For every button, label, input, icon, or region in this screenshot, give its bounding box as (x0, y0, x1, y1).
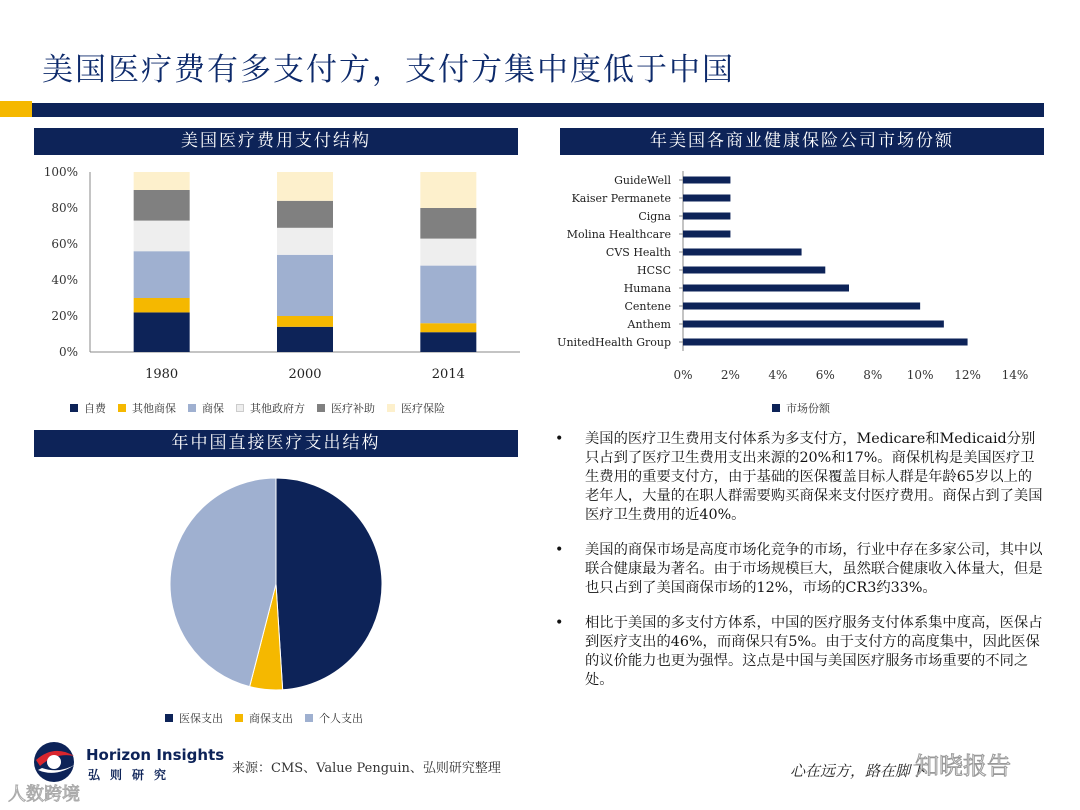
legend-item (387, 400, 445, 416)
legend-label: 个人支出 (319, 712, 363, 725)
commentary-bullet (555, 541, 1045, 598)
x-tick-label: 8% (863, 368, 883, 382)
category-label: Centene (624, 300, 671, 313)
legend-label: 医保支出 (179, 712, 223, 725)
bar-segment-医疗保险 (277, 172, 333, 201)
us-structure-chart (20, 160, 530, 390)
page-title: 美国医疗费有多支付方，支付方集中度低于中国 (42, 52, 735, 88)
x-tick-label: 6% (815, 368, 835, 382)
legend-swatch (236, 404, 244, 412)
y-tick-label: 40% (51, 273, 78, 287)
category-label: UnitedHealth Group (557, 336, 671, 349)
category-label: Molina Healthcare (566, 228, 671, 241)
category-label: GuideWell (614, 174, 671, 187)
legend-item (70, 400, 106, 416)
legend-swatch (772, 404, 780, 412)
legend-swatch (188, 404, 196, 412)
legend-item (235, 710, 293, 726)
bar-anthem (683, 321, 944, 328)
bar-segment-其他政府方 (134, 221, 190, 252)
bar-segment-商保 (134, 251, 190, 298)
bar-segment-其他商保 (277, 316, 333, 327)
category-label: Kaiser Permanete (571, 192, 671, 205)
bullet-text: 美国的商保市场是高度市场化竞争的市场，行业中存在多家公司，其中以联合健康最为著名。由于市场规模巨大，虽然联合健康收入体量大，但是也只占到了美国商保市场的12%，市场的CR3约33%。 (585, 542, 1043, 596)
legend-label: 商保 (202, 402, 224, 415)
legend-swatch (387, 404, 395, 412)
logo-text: Horizon Insights (86, 746, 225, 764)
legend-swatch (317, 404, 325, 412)
commentary-bullet (555, 614, 1045, 690)
insurer-share-header: 年美国各商业健康保险公司市场份额 (560, 128, 1044, 155)
x-tick-label: 2% (720, 368, 740, 382)
bar-cvs-health (683, 249, 802, 256)
y-tick-label: 100% (43, 165, 78, 179)
legend-item (118, 400, 176, 416)
legend-swatch (118, 404, 126, 412)
x-tick-label: 10% (906, 368, 934, 382)
x-tick-label: 2014 (431, 367, 465, 382)
bullet-text: 相比于美国的多支付方体系，中国的医疗服务支付体系集中度高，医保占到医疗支出的46%，而商保只有5%。由于支付方的高度集中，因此医保的议价能力也更为强悍。这点是中国与美国医疗服务市场重要的不同之处。 (585, 615, 1043, 688)
commentary (555, 430, 1045, 706)
category-label: HCSC (637, 264, 671, 277)
bullet-text: 美国的医疗卫生费用支付体系为多支付方，Medicare和Medicaid分别只占到了医疗卫生费用支出来源的20%和17%。商保机构是美国医疗卫生费用的重要支付方，由于基础的医保覆盖目标人群是年龄65岁以上的老年人，大量的在职人群需要购买商保来支付医疗费用。商保占到了美国医疗卫生费用的近40%。 (585, 431, 1043, 523)
legend-label: 医疗补助 (331, 402, 375, 415)
legend-label: 市场份额 (786, 402, 830, 415)
legend-item (317, 400, 375, 416)
china-structure-legend (165, 710, 375, 726)
bar-segment-其他商保 (420, 323, 476, 332)
title-divider-navy (32, 103, 1044, 117)
category-label: Humana (623, 282, 671, 295)
bar-kaiser-permanete (683, 195, 730, 202)
bar-hcsc (683, 267, 825, 274)
legend-label: 医疗保险 (401, 402, 445, 415)
bar-segment-医疗补助 (134, 190, 190, 221)
bar-segment-自费 (420, 332, 476, 352)
bar-segment-商保 (277, 255, 333, 316)
bar-segment-其他政府方 (277, 228, 333, 255)
bar-humana (683, 285, 849, 292)
pie-slice-医保支出 (276, 478, 382, 690)
x-tick-label: 4% (768, 368, 788, 382)
legend-swatch (235, 714, 243, 722)
title-divider (0, 101, 1080, 117)
china-structure-chart (160, 468, 392, 700)
bar-segment-自费 (277, 327, 333, 352)
legend-swatch (70, 404, 78, 412)
us-structure-header: 美国医疗费用支付结构 (34, 128, 518, 155)
bullet-marker: • (555, 615, 564, 631)
bar-cigna (683, 213, 730, 220)
category-label: Cigna (638, 210, 671, 223)
source-note: 来源：CMS、Value Penguin、弘则研究整理 (232, 761, 501, 776)
commentary-bullet (555, 430, 1045, 525)
bar-segment-医疗保险 (420, 172, 476, 208)
bar-segment-自费 (134, 312, 190, 352)
bar-segment-医疗补助 (277, 201, 333, 228)
legend-swatch (305, 714, 313, 722)
bullet-marker: • (555, 431, 564, 447)
logo-cn: 弘则研究 (88, 768, 177, 782)
category-label: CVS Health (605, 246, 671, 259)
bar-segment-商保 (420, 266, 476, 324)
x-tick-label: 1980 (145, 367, 179, 382)
legend-item (188, 400, 224, 416)
legend-item (305, 710, 363, 726)
watermark-right: 知晓报告 (915, 752, 1011, 780)
slogan: 心在远方，路在脚下 (790, 762, 926, 780)
bar-molina-healthcare (683, 231, 730, 238)
x-tick-label: 14% (1001, 368, 1029, 382)
bar-guidewell (683, 177, 730, 184)
china-structure-header: 年中国直接医疗支出结构 (34, 430, 518, 457)
bar-segment-其他政府方 (420, 239, 476, 266)
x-tick-label: 0% (673, 368, 693, 382)
category-label: Anthem (627, 318, 671, 331)
legend-swatch (165, 714, 173, 722)
y-tick-label: 60% (51, 237, 78, 251)
legend-label: 其他商保 (132, 402, 176, 415)
legend-label: 商保支出 (249, 712, 293, 725)
title-divider-gold (0, 101, 32, 117)
y-tick-label: 80% (51, 201, 78, 215)
x-tick-label: 12% (954, 368, 981, 382)
legend-label: 自费 (84, 402, 106, 415)
legend-item (772, 400, 830, 416)
insurer-share-legend (772, 400, 842, 416)
watermark-left: 人数跨境 (8, 784, 80, 805)
legend-item (236, 400, 305, 416)
bar-unitedhealth-group (683, 339, 968, 346)
us-structure-legend (70, 400, 457, 416)
bullet-marker: • (555, 542, 564, 558)
bar-centene (683, 303, 920, 310)
y-tick-label: 0% (58, 345, 78, 359)
legend-label: 其他政府方 (250, 402, 305, 415)
bar-segment-其他商保 (134, 298, 190, 312)
x-tick-label: 2000 (288, 367, 322, 382)
insurer-share-chart (550, 165, 1050, 390)
bar-segment-医疗保险 (134, 172, 190, 190)
bar-segment-医疗补助 (420, 208, 476, 239)
legend-item (165, 710, 223, 726)
y-tick-label: 20% (51, 309, 78, 323)
horizon-insights-logo (30, 738, 84, 786)
